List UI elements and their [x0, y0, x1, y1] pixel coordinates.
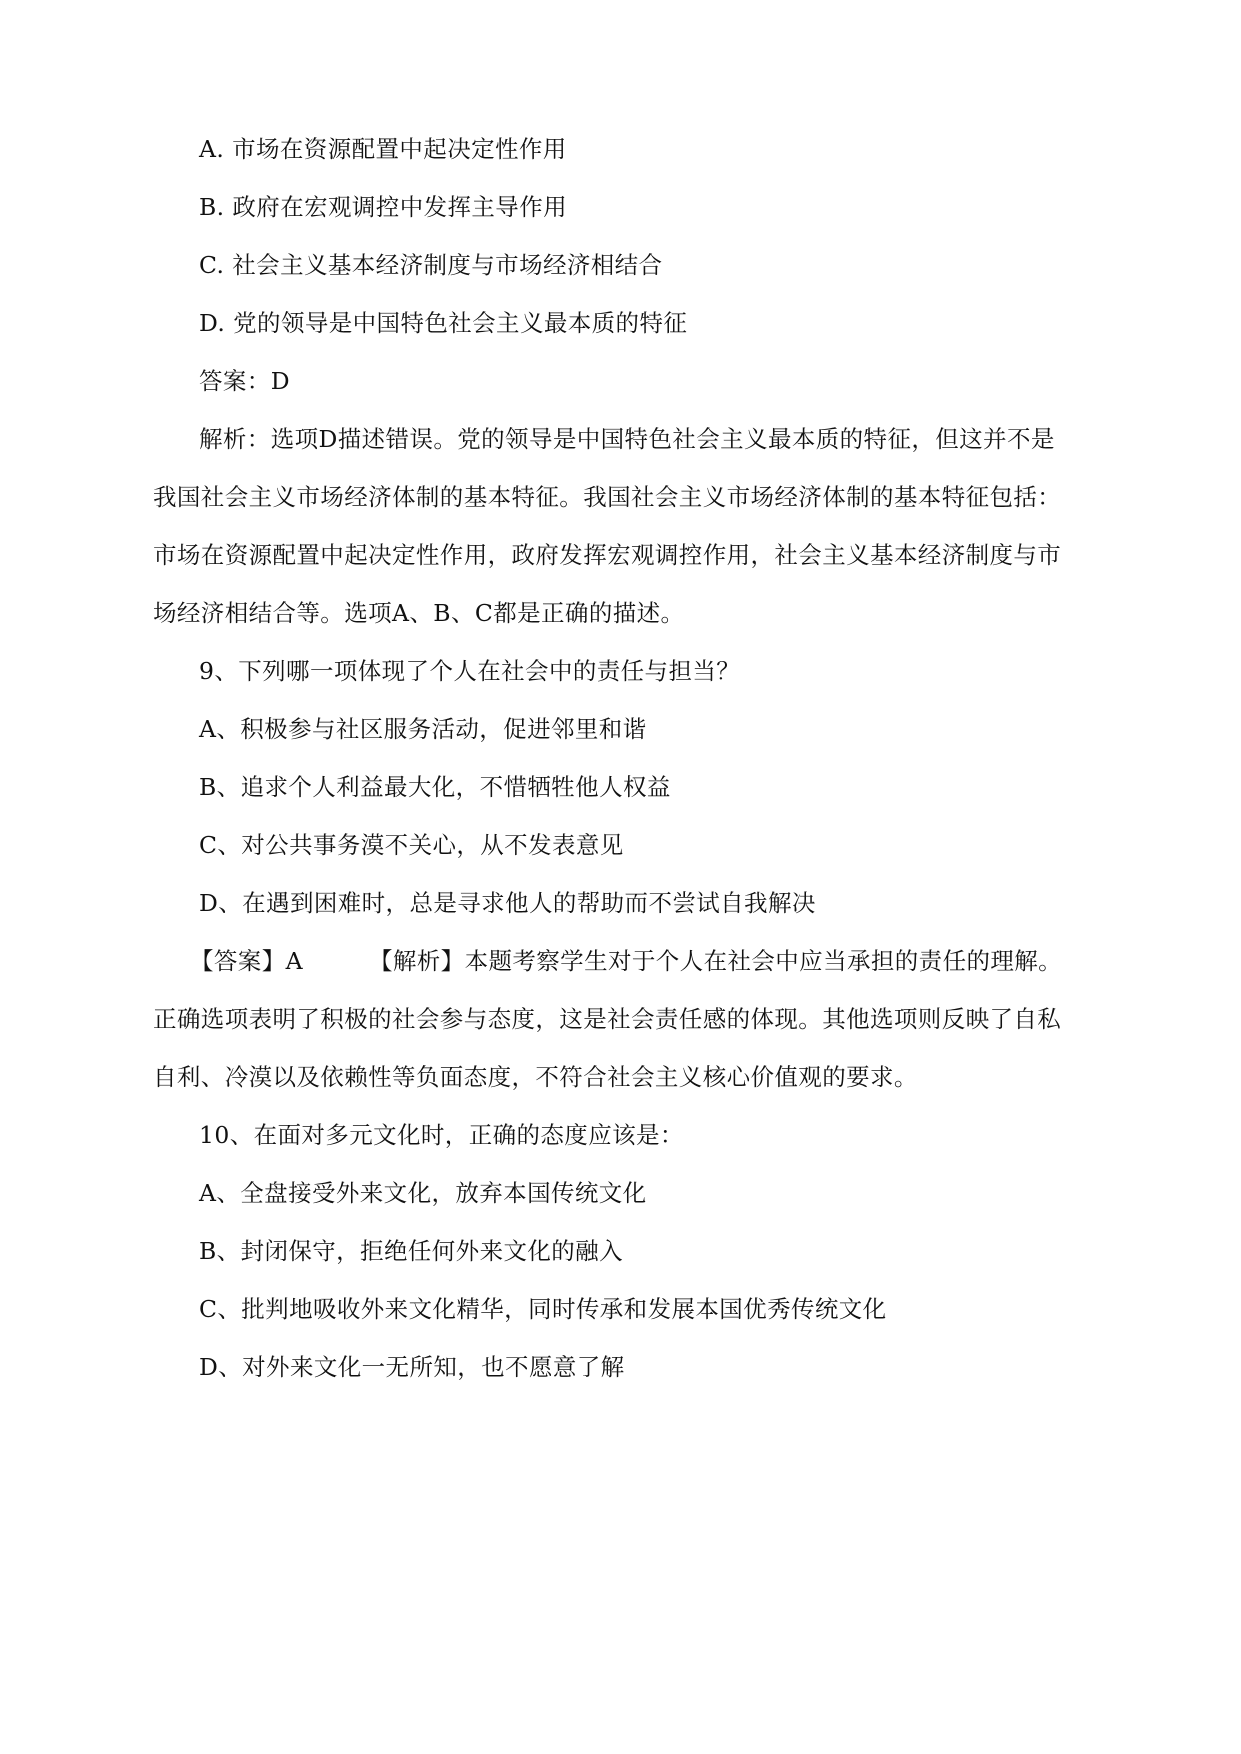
- q8-analysis-line-4: 场经济相结合等。选项A、B、C都是正确的描述。: [153, 599, 685, 627]
- q9-option-a: A、积极参与社区服务活动，促进邻里和谐: [199, 715, 647, 743]
- q9-option-c: C、对公共事务漠不关心，从不发表意见: [199, 831, 624, 859]
- q9-question: 9、下列哪一项体现了个人在社会中的责任与担当？: [199, 657, 741, 685]
- q9-analysis-line-3: 自利、冷漠以及依赖性等负面态度，不符合社会主义核心价值观的要求。: [153, 1063, 918, 1091]
- q8-analysis-line-1: 解析：选项D描述错误。党的领导是中国特色社会主义最本质的特征，但这并不是: [199, 425, 1055, 453]
- q8-analysis-line-3: 市场在资源配置中起决定性作用，政府发挥宏观调控作用，社会主义基本经济制度与市: [153, 541, 1062, 569]
- q8-option-a: A. 市场在资源配置中起决定性作用: [199, 135, 567, 163]
- q9-analysis-first: 【解析】本题考察学生对于个人在社会中应当承担的责任的理解。: [368, 947, 1063, 975]
- q9-option-d: D、在遇到困难时，总是寻求他人的帮助而不尝试自我解决: [199, 889, 816, 917]
- q9-option-b: B、追求个人利益最大化，不惜牺牲他人权益: [199, 773, 671, 801]
- q10-option-a: A、全盘接受外来文化，放弃本国传统文化: [199, 1179, 647, 1207]
- q10-option-b: B、封闭保守，拒绝任何外来文化的融入: [199, 1237, 623, 1265]
- q8-option-b: B. 政府在宏观调控中发挥主导作用: [199, 193, 568, 221]
- q10-option-c: C、批判地吸收外来文化精华，同时传承和发展本国优秀传统文化: [199, 1295, 887, 1323]
- q10-option-d: D、对外来文化一无所知，也不愿意了解: [199, 1353, 625, 1381]
- q8-option-d: D. 党的领导是中国特色社会主义最本质的特征: [199, 309, 688, 337]
- q9-analysis-line-2: 正确选项表明了积极的社会参与态度，这是社会责任感的体现。其他选项则反映了自私: [153, 1005, 1062, 1033]
- q8-option-c: C. 社会主义基本经济制度与市场经济相结合: [199, 251, 663, 279]
- q10-question: 10、在面对多元文化时，正确的态度应该是：: [199, 1121, 684, 1149]
- q9-answer: 【答案】A: [190, 947, 303, 975]
- q8-analysis-line-2: 我国社会主义市场经济体制的基本特征。我国社会主义市场经济体制的基本特征包括：: [153, 483, 1062, 511]
- q8-answer: 答案：D: [199, 367, 290, 395]
- q9-answer-analysis-line: [190, 946, 1062, 976]
